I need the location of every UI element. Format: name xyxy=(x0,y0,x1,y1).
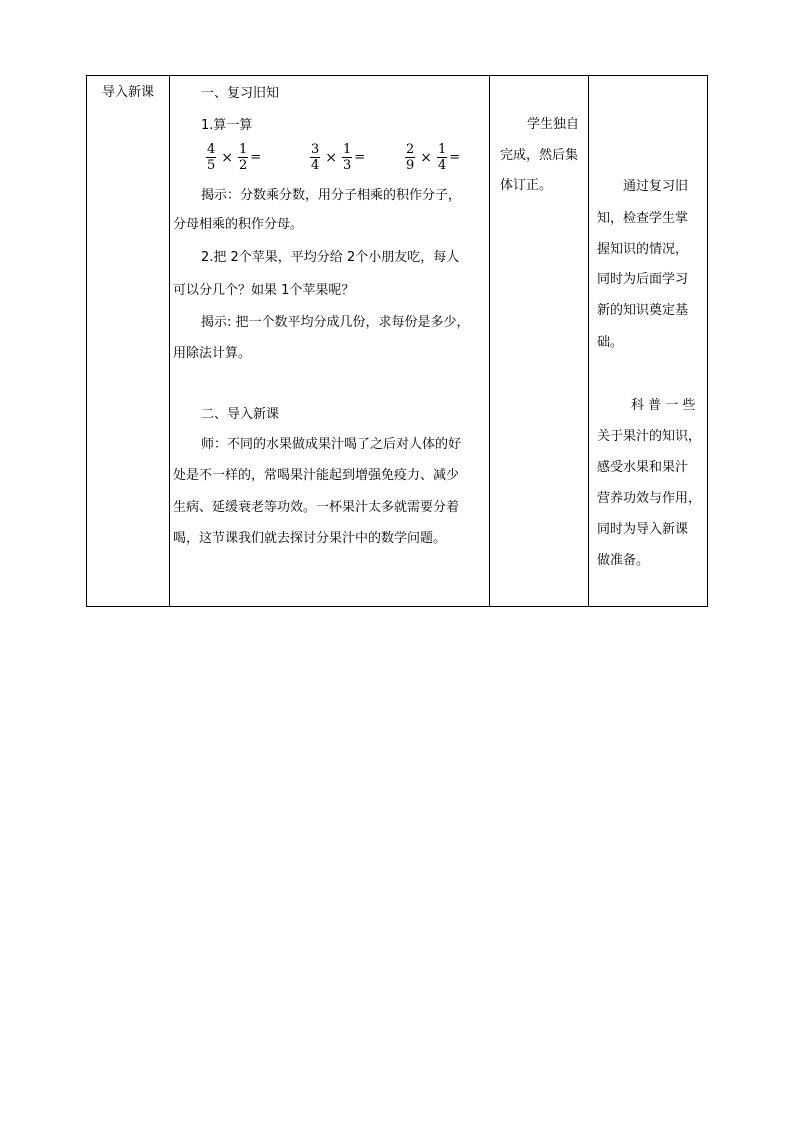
denominator: 5 xyxy=(207,158,216,173)
fraction-expression xyxy=(205,142,261,173)
teacher-line: 处是不一样的，常喝果汁能起到增强免疫力、减少 xyxy=(173,468,460,483)
hint2-line: 揭示: 把一个数平均分成几份，求每份是多少， xyxy=(201,315,470,330)
teacher-line: 喝，这节课我们就去探讨分果汁中的数学问题。 xyxy=(173,531,447,546)
item2-line: 2.把 2个苹果，平均分给 2个小朋友吃，每人 xyxy=(201,250,460,265)
intent-line: 营养功效与作用， xyxy=(597,491,702,506)
hint1-line: 分母相乘的积作分母。 xyxy=(173,217,304,232)
section-intro-title: 二、导入新课 xyxy=(201,407,280,422)
numerator: 1 xyxy=(343,142,352,157)
hint2-line: 用除法计算。 xyxy=(173,346,252,361)
fraction xyxy=(238,142,248,173)
intent-line: 科 普 一 些 xyxy=(631,398,696,413)
fraction xyxy=(342,142,352,173)
intent-line: 新的知识奠定基 xyxy=(597,303,689,318)
multiply-sign: × xyxy=(221,149,234,166)
numerator: 3 xyxy=(311,142,320,157)
intent-line: 同时为导入新课 xyxy=(597,522,689,537)
denominator: 4 xyxy=(438,158,447,173)
numerator: 1 xyxy=(239,142,248,157)
equals-sign: = xyxy=(354,149,366,165)
intent-line: 知，检查学生掌 xyxy=(597,211,689,226)
intent-line: 握知识的情况， xyxy=(597,242,689,257)
intent-line: 感受水果和果汁 xyxy=(597,460,689,475)
stage-label: 导入新课 xyxy=(101,85,154,100)
fraction-expression xyxy=(404,142,460,173)
section-review-title: 一、复习旧知 xyxy=(201,86,280,101)
column-divider xyxy=(588,76,589,606)
lesson-table xyxy=(86,75,708,607)
denominator: 9 xyxy=(406,158,415,173)
hint1-line: 揭示：分数乘分数，用分子相乘的积作分子， xyxy=(201,188,462,203)
numerator: 2 xyxy=(406,142,415,157)
multiply-sign: × xyxy=(325,149,338,166)
denominator: 4 xyxy=(311,158,320,173)
fraction xyxy=(437,142,447,173)
fraction-expression xyxy=(309,142,365,173)
fraction xyxy=(310,142,320,173)
intent-line: 同时为后面学习 xyxy=(597,272,689,287)
fraction xyxy=(206,142,216,173)
equals-sign: = xyxy=(449,149,461,165)
numerator: 1 xyxy=(438,142,447,157)
intent-line: 础。 xyxy=(597,335,624,350)
denominator: 3 xyxy=(343,158,352,173)
fraction xyxy=(405,142,415,173)
activity-line: 完成，然后集 xyxy=(500,148,579,163)
equals-sign: = xyxy=(250,149,262,165)
stage-cell xyxy=(87,84,169,102)
item1-title: 1.算一算 xyxy=(201,118,253,133)
intent-line: 关于果汁的知识， xyxy=(597,429,702,444)
intent-line: 通过复习旧 xyxy=(623,179,689,194)
intent-line: 做准备。 xyxy=(597,553,650,568)
multiply-sign: × xyxy=(420,149,433,166)
item2-line: 可以分几个？如果 1个苹果呢？ xyxy=(173,283,355,298)
teacher-line: 生病、延缓衰老等功效。一杯果汁太多就需要分着 xyxy=(173,500,460,515)
activity-line: 学生独自 xyxy=(527,117,580,132)
denominator: 2 xyxy=(239,158,248,173)
teacher-line: 师：不同的水果做成果汁喝了之后对人体的好 xyxy=(201,437,462,452)
activity-line: 体订正。 xyxy=(500,178,553,193)
numerator: 4 xyxy=(207,142,216,157)
